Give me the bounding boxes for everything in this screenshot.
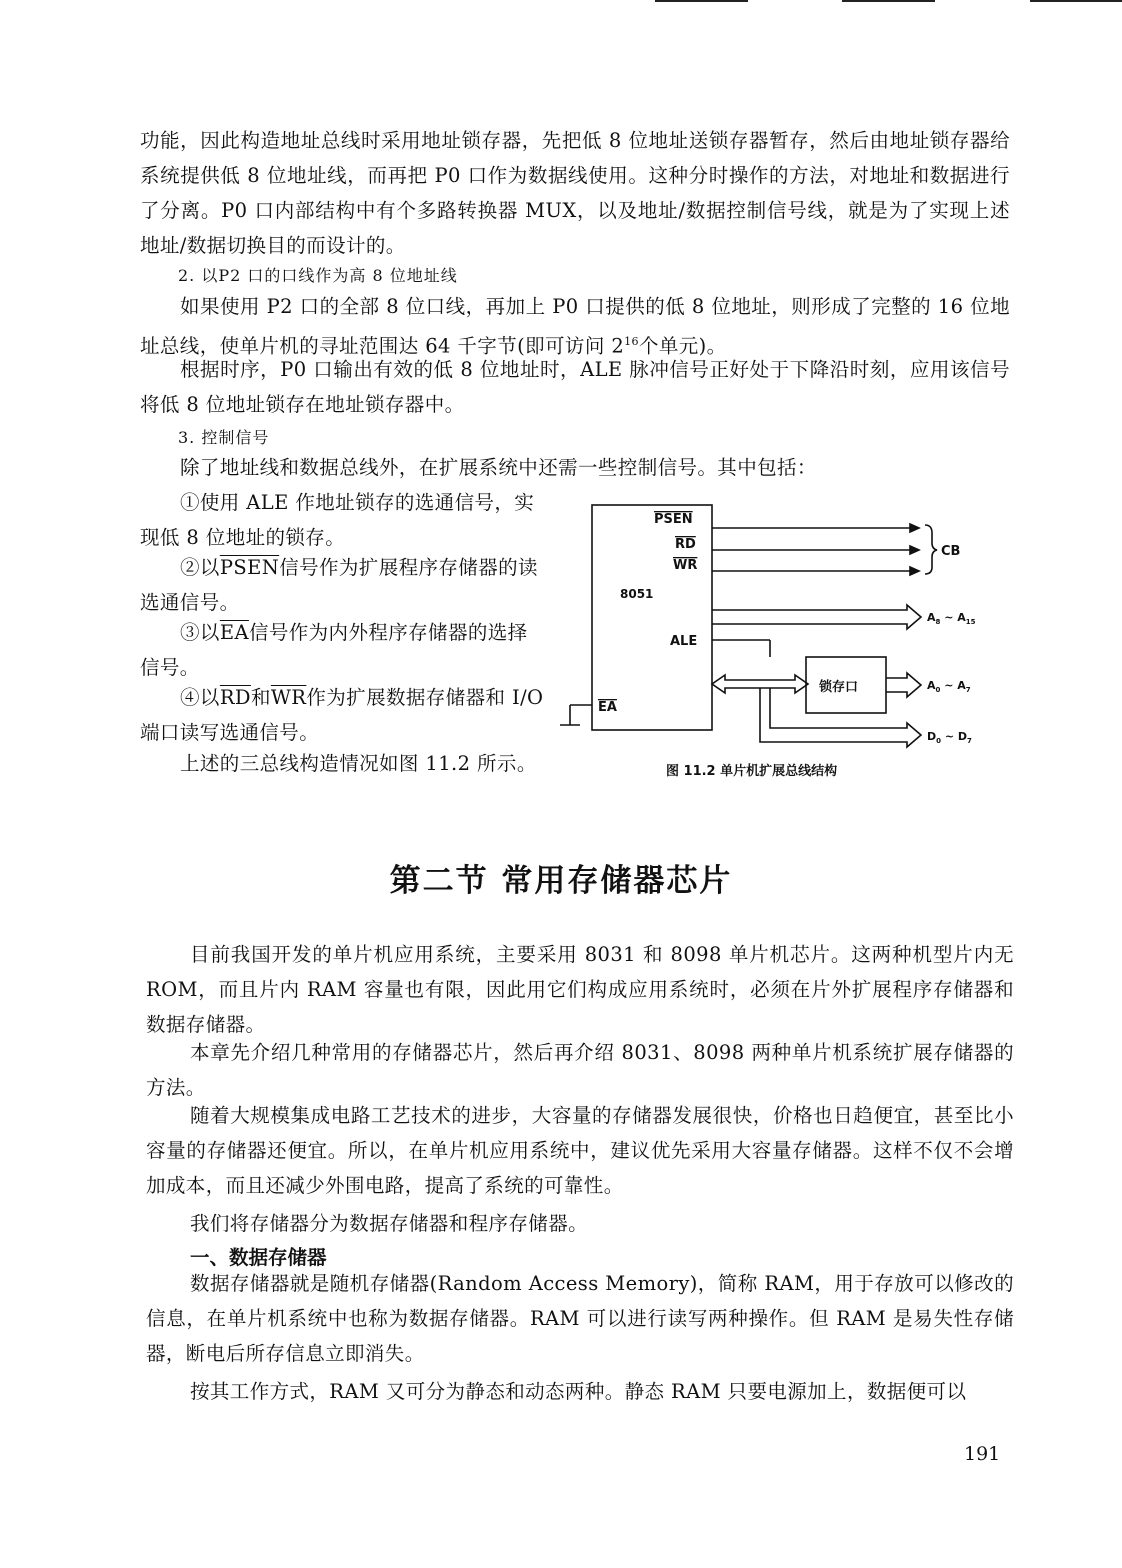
data-bus-label (927, 730, 972, 745)
paragraph-7: 本章先介绍几种常用的存储器芯片，然后再介绍 8031、8098 两种单片机系统扩展存储器的方法。 (146, 1041, 1014, 1099)
exponent: 16 (624, 335, 639, 348)
psen-label: PSEN (654, 512, 693, 527)
paragraph-10: 数据存储器就是随机存储器(Random Access Memory)，简称 RAM，用于存放可以修改的信息，在单片机系统中也称为数据存储器。RAM 可以进行读写两种操作。但 RAM 是易失性存储器，断电后所存信息立即消失。 (146, 1272, 1014, 1365)
paragraph-3: 根据时序，P0 口输出有效的低 8 位地址时，ALE 脉冲信号正好处于下降沿时刻，应用该信号将低 8 位地址锁存在地址锁存器中。 (140, 358, 1010, 416)
paragraph-2-text: 如果使用 P2 口的全部 8 位口线，再加上 P0 口提供的低 8 位地址，则形成了完整的 16 位地址总线，使单片机的寻址范围达 64 千字节(即可访问 2 (140, 295, 1010, 358)
data-sub1: 0 (936, 737, 942, 745)
heading-data-memory: 一、数据存储器 (190, 1246, 327, 1269)
data-d: D (927, 730, 937, 743)
cb-brace (925, 525, 937, 574)
section-title: 第二节 常用存储器芯片 (389, 863, 733, 899)
rd-signal: $\overline{RD}$ (219, 686, 251, 709)
paragraph-2-tail: 个单元)。 (638, 334, 727, 358)
top-rule-3 (1030, 0, 1122, 2)
ale-label: ALE (670, 634, 698, 649)
psen-signal: PSEN (219, 556, 280, 579)
data-mid: ~ D (941, 730, 968, 743)
low-address-bus-arrow (886, 673, 921, 697)
paragraph-9: 我们将存储器分为数据存储器和程序存储器。 (190, 1212, 589, 1235)
page-number: 191 (964, 1443, 1001, 1465)
list-item-4-post: 作为扩展数据存储器和 I/O 端口读写选通信号。 (140, 686, 544, 744)
paragraph-8: 随着大规模集成电路工艺技术的进步，大容量的存储器发展很快，价格也日趋便宜，甚至比小容量的存储器还便宜。所以，在单片机应用系统中，建议优先采用大容量存储器。这样不仅不会增加成本，而且还减少外围电路，提高了系统的可靠性。 (146, 1104, 1014, 1197)
low-addr-mid: ~ A (940, 679, 966, 692)
list-item-4 (140, 680, 545, 750)
list-item-2 (140, 550, 545, 620)
paragraph-5: 上述的三总线构造情况如图 11.2 所示。 (180, 752, 537, 775)
low-addr-sub2: 7 (965, 686, 971, 694)
list-item-4-pre: ④以 (180, 686, 220, 709)
chip-label: 8051 (620, 587, 654, 601)
low-addr-sub1: 0 (935, 686, 941, 694)
wr-arrow (910, 567, 919, 575)
top-rule-2 (842, 0, 935, 2)
high-addr-mid: ~ A (940, 611, 966, 624)
wr-label: WR (673, 558, 698, 573)
latch-label: 锁存口 (819, 680, 859, 695)
subheading-3: 3. 控制信号 (178, 428, 270, 447)
list-item-4-mid: 和 (250, 686, 271, 709)
data-bus-arrow (760, 688, 921, 747)
subheading-2: 2. 以P2 口的口线作为高 8 位地址线 (178, 266, 458, 285)
data-sub2: 7 (967, 737, 972, 745)
high-addr-sub2: 15 (965, 618, 976, 626)
figure-caption: 图 11.2 单片机扩展总线结构 (666, 764, 838, 779)
top-rule-1 (655, 0, 748, 2)
paragraph-1: 功能，因此构造地址总线时采用地址锁存器，先把低 8 位地址送锁存器暂存，然后由地址锁存器给系统提供低 8 位地址线，而再把 P0 口作为数据线使用。这种分时操作的方法，对地址和数据进行了分离。P0 口内部结构中有个多路转换器 MUX，以及地址/数据控制信号线，就是为了实现上述地址/数据切换目的而设计的。 (140, 129, 1010, 257)
paragraph-4: 除了地址线和数据总线外，在扩展系统中还需一些控制信号。其中包括： (180, 456, 817, 479)
rd-arrow (910, 546, 919, 554)
high-addr-sub1: 8 (935, 618, 941, 626)
list-item-2-pre: ②以 (180, 556, 220, 579)
high-address-bus-arrow (712, 605, 921, 629)
cb-label: CB (941, 544, 961, 559)
psen-arrow (910, 524, 919, 532)
high-addr-a: A (927, 611, 936, 624)
ea-label: EA (598, 700, 617, 715)
high-address-label (927, 611, 976, 626)
list-item-1: ①使用 ALE 作地址锁存的选通信号，实现低 8 位地址的锁存。 (140, 491, 535, 549)
list-item-3-pre: ③以 (180, 621, 220, 644)
low-address-label (927, 679, 971, 694)
paragraph-11: 按其工作方式，RAM 又可分为静态和动态两种。静态 RAM 只要电源加上，数据便可以 (190, 1380, 967, 1403)
rd-label: RD (675, 537, 696, 552)
list-item-3 (140, 615, 545, 685)
ea-signal: $\overline{EA}$ (219, 621, 249, 644)
paragraph-6: 目前我国开发的单片机应用系统，主要采用 8031 和 8098 单片机芯片。这两种机型片内无 ROM，而且片内 RAM 容量也有限，因此用它们构成应用系统时，必须在片外扩展程序存储器和数据存储器。 (146, 943, 1014, 1036)
list-item-3-post: 信号作为内外程序存储器的选择信号。 (140, 621, 528, 679)
low-addr-a: A (927, 679, 936, 692)
list-item-2-post: 信号作为扩展程序存储器的读选通信号。 (140, 556, 538, 614)
bus-structure-diagram (555, 495, 995, 755)
wr-signal: $\overline{WR}$ (270, 686, 307, 709)
